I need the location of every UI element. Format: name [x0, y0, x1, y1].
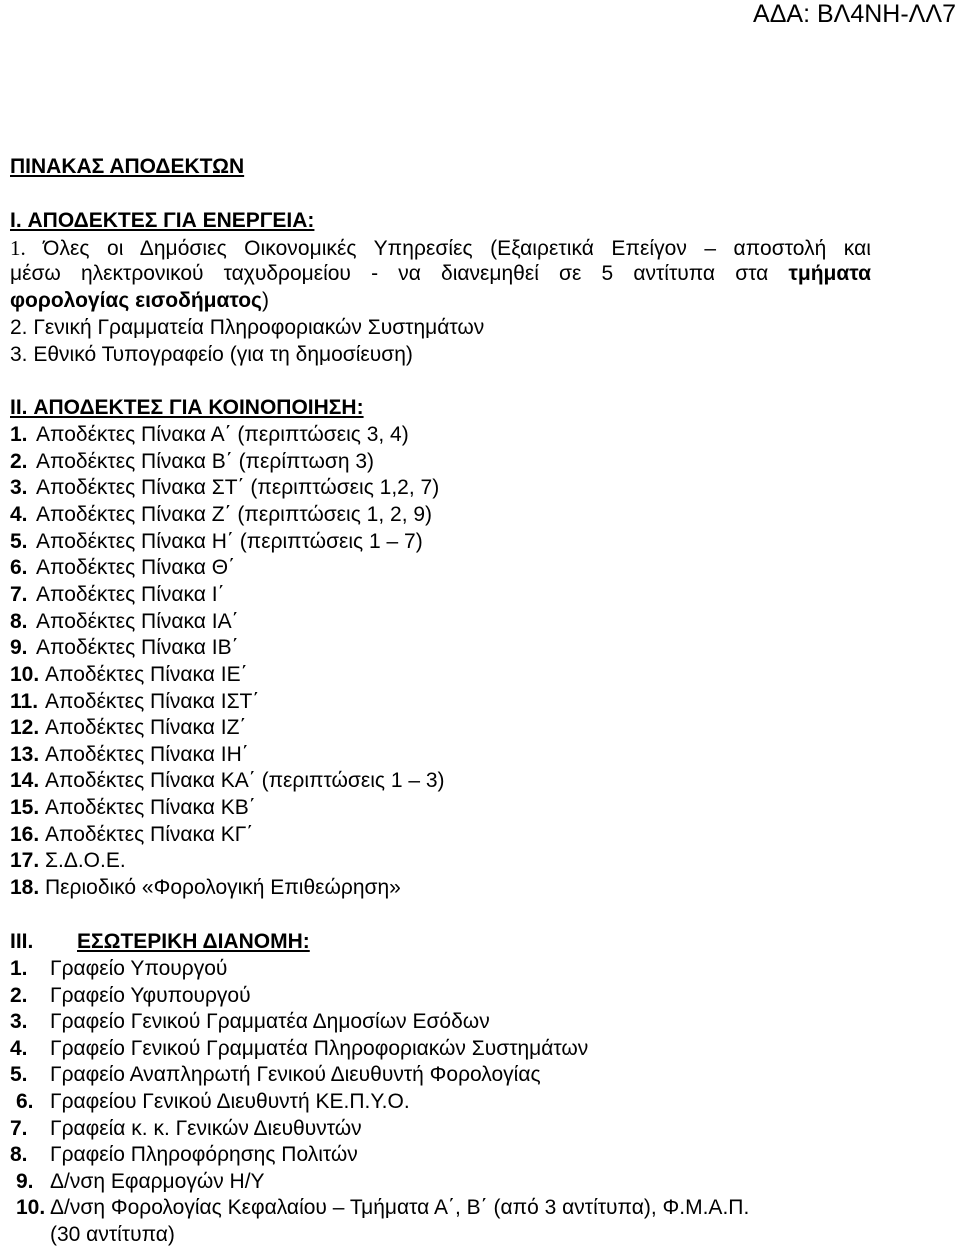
- section-3-item-number: 6.: [16, 1090, 34, 1113]
- section-1-item-1-text: Όλες οι Δημόσιες Οικονομικές Υπηρεσίες (Εξαιρετικά Επείγον – αποστολή και: [43, 237, 871, 260]
- section-2-item-text: Αποδέκτες Πίνακα ΙΑ΄: [36, 610, 239, 633]
- section-2-item-number: 1.: [10, 423, 28, 446]
- section-2-item-text: Αποδέκτες Πίνακα Ζ΄ (περιπτώσεις 1, 2, 9): [36, 503, 433, 526]
- section-2-item-number: 10.: [10, 663, 40, 686]
- section-1-item-1-line-2: [10, 262, 871, 286]
- section-2-item-number: 14.: [10, 769, 40, 792]
- section-1-item-2: 2. Γενική Γραμματεία Πληροφοριακών Συστημάτων: [10, 316, 485, 339]
- section-2-item-number: 5.: [10, 530, 28, 553]
- section-1-item-1-number: 1.: [10, 236, 26, 260]
- section-1-item-1-line-1: [10, 236, 871, 261]
- section-2-item-text: Περιοδικό «Φορολογική Επιθεώρηση»: [45, 876, 401, 899]
- section-3-item-text: Γραφείο Πληροφόρησης Πολιτών: [50, 1143, 358, 1166]
- section-3-item-text: Γραφείο Αναπληρωτή Γενικού Διευθυντή Φορολογίας: [50, 1063, 541, 1086]
- section-2-item-number: 12.: [10, 716, 40, 739]
- section-2-item-text: Αποδέκτες Πίνακα Θ΄: [36, 556, 236, 579]
- section-2-item-text: Αποδέκτες Πίνακα Ι΄: [36, 583, 225, 606]
- ada-code: ΑΔΑ: ΒΛ4ΝΗ-ΛΛ7: [753, 0, 956, 28]
- section-3-item-text: Γραφεία κ. κ. Γενικών Διευθυντών: [50, 1117, 362, 1140]
- section-3-item-text: Δ/νση Φορολογίας Κεφαλαίου – Τμήματα Α΄, Β΄ (από 3 αντίτυπα), Φ.Μ.Α.Π.: [50, 1196, 750, 1219]
- section-2-heading: II. ΑΠΟΔΕΚΤΕΣ ΓΙΑ ΚΟΙΝΟΠΟΙΗΣΗ:: [10, 396, 364, 419]
- section-3-item-text: Γραφείο Γενικού Γραμματέα Δημοσίων Εσόδων: [50, 1010, 490, 1033]
- section-2-item-text: Αποδέκτες Πίνακα ΚΑ΄ (περιπτώσεις 1 – 3): [45, 769, 445, 792]
- section-1-item-1-bold-1: τμήματα: [788, 262, 871, 285]
- section-2-item-number: 18.: [10, 876, 40, 899]
- section-3-item-number: 9.: [16, 1170, 34, 1193]
- section-2-item-text: Αποδέκτες Πίνακα ΚΓ΄: [45, 823, 254, 846]
- section-3-item-number: 1.: [10, 957, 28, 980]
- section-3-item-text: Δ/νση Εφαρμογών Η/Υ: [50, 1170, 265, 1193]
- section-2-item-number: 9.: [10, 636, 28, 659]
- section-3-item-number: 7.: [10, 1117, 28, 1140]
- section-1-item-3: 3. Εθνικό Τυπογραφείο (για τη δημοσίευση): [10, 343, 413, 366]
- section-2-item-number: 4.: [10, 503, 28, 526]
- section-2-item-text: Σ.Δ.Ο.Ε.: [45, 849, 126, 872]
- section-2-item-text: Αποδέκτες Πίνακα ΙΒ΄: [36, 636, 239, 659]
- section-2-item-text: Αποδέκτες Πίνακα ΙΖ΄: [45, 716, 247, 739]
- section-3-item-text: Γραφείο Υφυπουργού: [50, 984, 251, 1007]
- section-2-item-number: 11.: [10, 690, 39, 713]
- section-2-item-text: Αποδέκτες Πίνακα ΚΒ΄: [45, 796, 256, 819]
- section-2-item-text: Αποδέκτες Πίνακα Α΄ (περιπτώσεις 3, 4): [36, 423, 409, 446]
- section-3-item-text: Γραφείου Γενικού Διευθυντή ΚΕ.Π.Υ.Ο.: [50, 1090, 410, 1113]
- section-2-item-number: 3.: [10, 476, 28, 499]
- section-1-heading: I. ΑΠΟΔΕΚΤΕΣ ΓΙΑ ΕΝΕΡΓΕΙΑ:: [10, 209, 315, 232]
- section-3-item-number: 4.: [10, 1037, 28, 1060]
- section-2-item-number: 13.: [10, 743, 40, 766]
- section-1-item-1-text-2: μέσω ηλεκτρονικού ταχυδρομείου - να διανεμηθεί σε 5 αντίτυπα στα: [10, 262, 789, 285]
- section-2-item-number: 17.: [10, 849, 40, 872]
- section-3-item-number: 5.: [10, 1063, 28, 1086]
- section-3-item-number: 3.: [10, 1010, 28, 1033]
- section-3-item-text: Γραφείο Γενικού Γραμματέα Πληροφοριακών Συστημάτων: [50, 1037, 589, 1060]
- section-2-item-number: 6.: [10, 556, 28, 579]
- section-3-heading: ΕΣΩΤΕΡΙΚΗ ΔΙΑΝΟΜΗ:: [77, 930, 310, 953]
- section-2-item-number: 7.: [10, 583, 28, 606]
- section-3-item-number: 10.: [16, 1196, 46, 1219]
- section-2-item-text: Αποδέκτες Πίνακα ΙΣΤ΄: [45, 690, 260, 713]
- section-1-item-1-line-3: [10, 289, 269, 313]
- section-2-item-number: 15.: [10, 796, 40, 819]
- document-title: ΠΙΝΑΚΑΣ ΑΠΟΔΕΚΤΩΝ: [10, 155, 245, 178]
- section-3-item-number: 2.: [10, 984, 28, 1007]
- section-3-numeral: III.: [10, 930, 34, 953]
- section-2-item-text: Αποδέκτες Πίνακα ΙΕ΄: [45, 663, 248, 686]
- section-1-item-1-suffix: ): [261, 289, 269, 312]
- section-2-item-number: 8.: [10, 610, 28, 633]
- section-2-item-text: Αποδέκτες Πίνακα ΙΗ΄: [45, 743, 249, 766]
- section-3-item-number: 8.: [10, 1143, 28, 1166]
- section-2-item-text: Αποδέκτες Πίνακα Β΄ (περίπτωση 3): [36, 450, 375, 473]
- section-2-item-text: Αποδέκτες Πίνακα ΣΤ΄ (περιπτώσεις 1,2, 7): [36, 476, 440, 499]
- section-2-item-number: 16.: [10, 823, 40, 846]
- section-2-item-number: 2.: [10, 450, 28, 473]
- section-3-item-text: (30 αντίτυπα): [50, 1223, 175, 1246]
- section-1-item-1-bold-2: φορολογίας εισοδήματος: [10, 289, 262, 312]
- section-2-item-text: Αποδέκτες Πίνακα Η΄ (περιπτώσεις 1 – 7): [36, 530, 423, 553]
- section-3-item-text: Γραφείο Υπουργού: [50, 957, 228, 980]
